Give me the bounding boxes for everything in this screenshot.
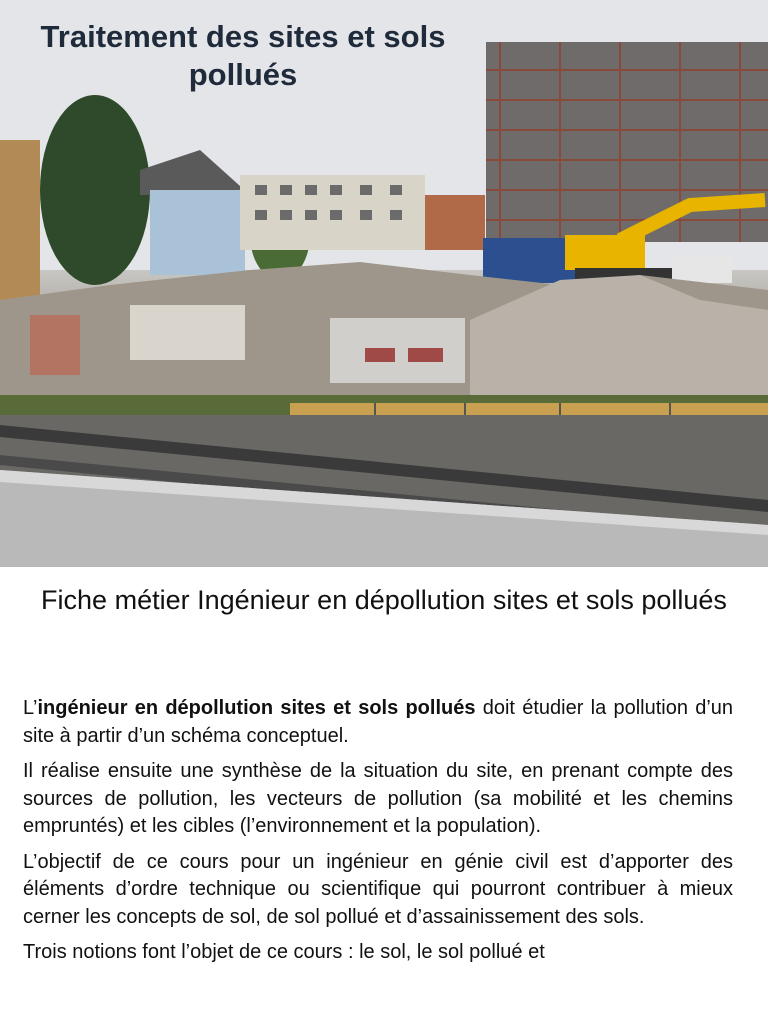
left-house bbox=[0, 140, 40, 300]
photo-title: Traitement des sites et sols pollués bbox=[40, 19, 446, 92]
demolished-wall-middle bbox=[130, 305, 245, 360]
tree-left bbox=[40, 95, 150, 285]
scaffolded-building bbox=[486, 42, 768, 242]
document-subtitle: Fiche métier Ingénieur en dépollution sites et sols pollués bbox=[41, 585, 727, 615]
red-building bbox=[425, 195, 485, 250]
demolished-wall-right bbox=[330, 318, 465, 383]
blue-house bbox=[150, 190, 245, 275]
paragraph-1: L’ingénieur en dépollution sites et sols pollués doit étudier la pollution d’un site à partir d’un schéma conceptuel. bbox=[23, 697, 734, 747]
body-text bbox=[23, 695, 733, 975]
demolished-wall-left bbox=[30, 315, 80, 375]
white-van bbox=[672, 255, 732, 283]
paragraph-4: Trois notions font l’objet de ce cours : le sol, le sol pollué et bbox=[23, 941, 545, 963]
paragraph-3: L’objectif de ce cours pour un ingénieur en génie civil est d’apporter des éléments d’ordre technique ou scientifique qui pourront contribuer à mieux cerner les concepts de sol, de sol pollué et d’assainissement des sols. bbox=[23, 850, 733, 928]
emphasis-job-title: ingénieur en dépollution sites et sols pollués bbox=[37, 697, 476, 719]
paragraph-2: Il réalise ensuite une synthèse de la situation du site, en prenant compte des sources de pollution, les vecteurs de pollution (sa mobilité et les chemins empruntés) et les cibles (l’environnement et la population). bbox=[23, 760, 733, 837]
